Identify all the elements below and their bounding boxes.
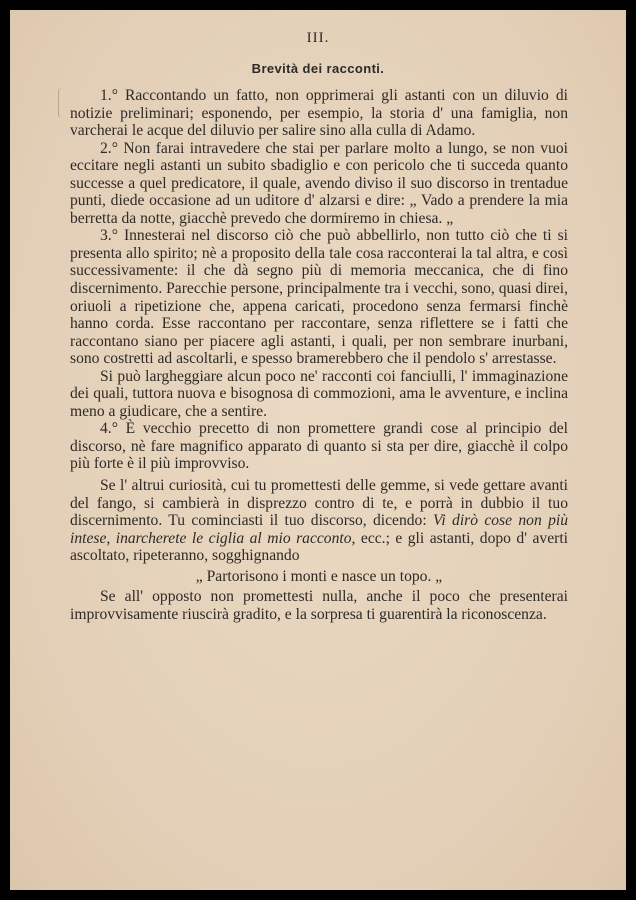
chapter-number: III. [306,30,330,46]
margin-pencil-mark [58,88,65,118]
paragraph-final: Se all' opposto non promettesti nulla, anche il poco che presenterai improvvisamente riuscirà gradito, e la sorpresa ti guarentirà la riconoscenza. [70,588,568,623]
paragraph-6 [70,477,568,565]
paragraph-5: 4.° È vecchio precetto di non promettere grandi cose al principio del discorso, nè fare magnifico apparato di quanto si sta per dire, giacchè il colpo più forte è il più improvviso. [70,420,568,473]
paragraph-3: 3.° Innesterai nel discorso ciò che può abbellirlo, non tutto ciò che ti si presenta allo spirito; nè a proposito della tale cosa racconterai la tal altra, e così successivamente: il che dà segno più di memoria meccanica, che di fino discernimento. Parecchie persone, principalmente tra i vecchi, sono, quasi direi, oriuoli a ripetizione che, appena caricati, procedono senza fermarsi finchè hanno corda. Esse raccontano per raccontare, senza riflettere se i fatti che raccontano siano per piacere agli astanti, i quali, per non sembrare inurbani, sono costretti ad ascoltarli, e spesso bramerebbero che il pendolo s' arrestasse. [70,227,568,368]
section-heading: Brevità dei racconti. [251,61,385,76]
paragraph-6-start: Se l' altrui curiosità, cui tu promettesti delle gemme, si vede gettare avanti del fango, si cambierà in disprezzo contro di te, e porrà in dubbio il tuo discernimento. Tu cominciasti il tuo discorso, dicendo: [70,477,568,530]
paragraph-2: 2.° Non farai intravedere che stai per parlare molto a lungo, se non vuoi eccitare negli astanti un subito sbadiglio e con pericolo che ti succeda quanto successe a quel predicatore, il quale, avendo diviso il suo discorso in trentadue punti, diede occasione ad un uditore d' alzarsi e dire: „ Vado a prendere la mia berretta da notte, giacchè prevedo che dormiremo in chiesa. „ [70,139,568,227]
quoted-promise: Vi dirò cose non più intese, inarcherete le ciglia al mio racconto, [70,512,568,547]
body-text [70,87,568,623]
paragraph-6-end: ecc.; e gli astanti, dopo d' averti ascoltato, ripeteranno, sogghignando [70,529,569,565]
paragraph-1: 1.° Raccontando un fatto, non opprimerai gli astanti con un diluvio di notizie preliminari; esponendo, per esempio, la storia d' una famiglia, non varcherai le acque del diluvio per salire sino alla culla di Adamo. [70,87,568,140]
book-page [10,10,626,890]
proverb-verse: „ Partorisono i monti e nasce un topo. „ [195,567,443,585]
paragraph-4: Si può largheggiare alcun poco ne' racconti coi fanciulli, l' immaginazione dei quali, tuttora nuova e bisognosa di commozioni, ama le avventure, e inclina meno a giudicare, che a sentire. [70,367,568,420]
